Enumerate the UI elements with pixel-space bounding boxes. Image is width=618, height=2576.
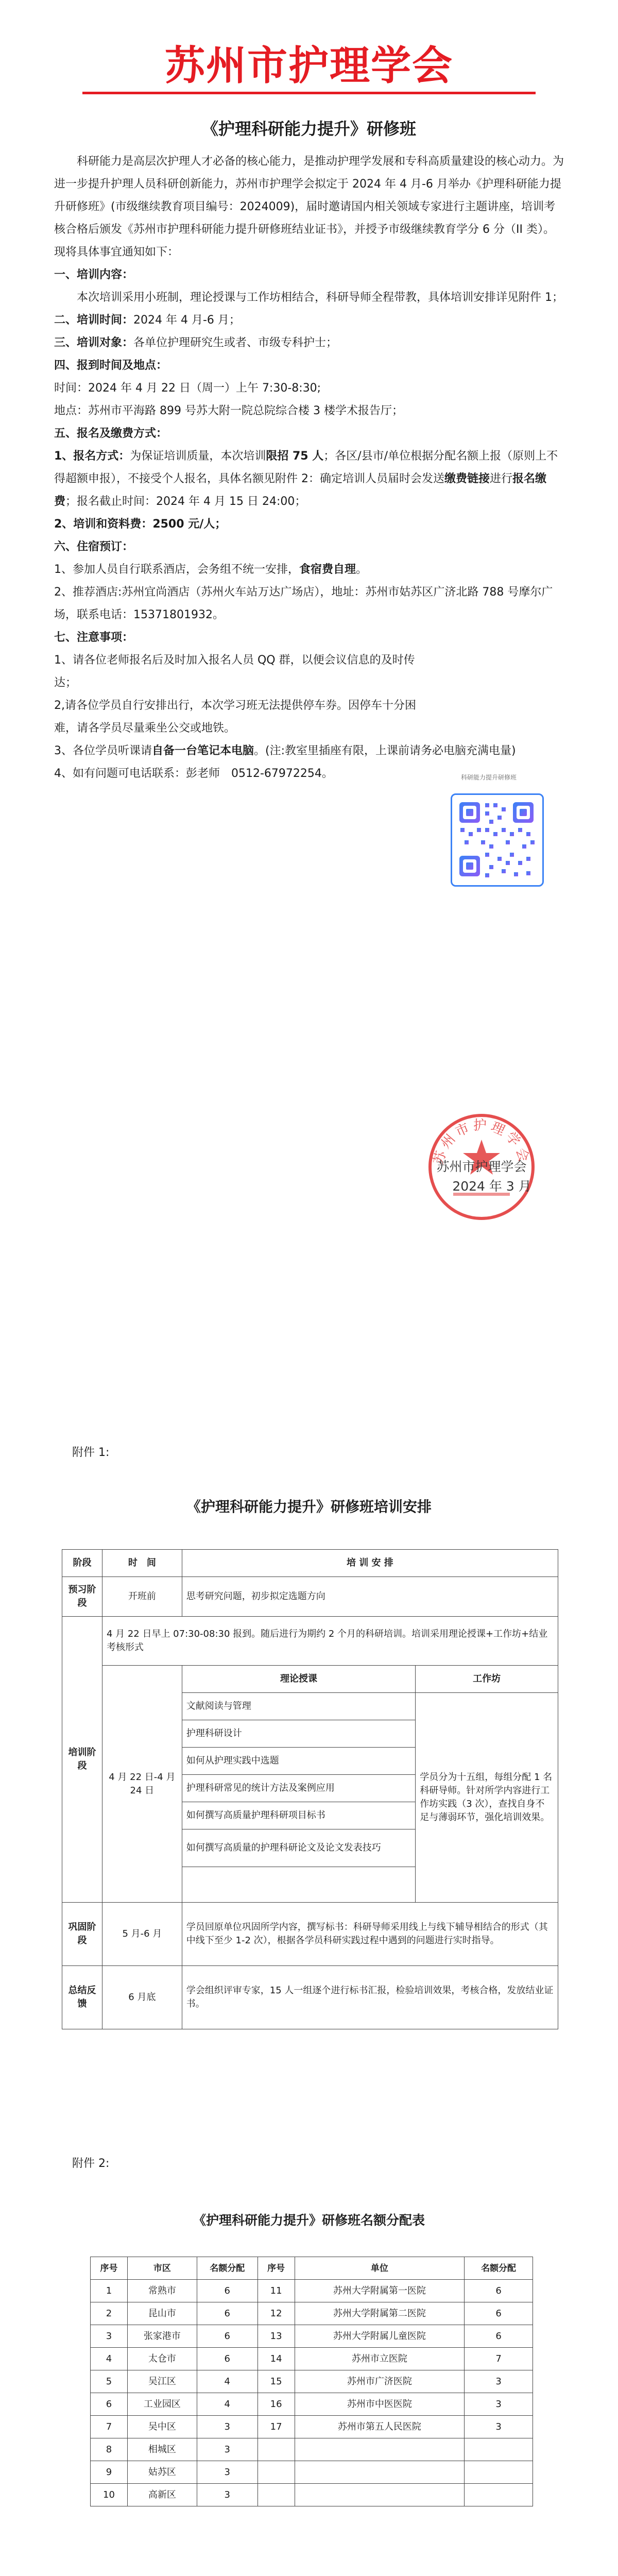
- plan-cell: 学员回原单位巩固所学内容，撰写标书：科研导师采用线上与线下辅导相结合的形式（其中线下至少 1-2 次），根据各学员科研实践过程中遇到的问题进行实时指导。: [182, 1903, 558, 1966]
- table-cell: 5: [91, 2370, 128, 2393]
- table-cell: 3: [465, 2393, 533, 2416]
- table-cell: 9: [91, 2461, 128, 2484]
- table-cell: [295, 2484, 465, 2506]
- table-cell: 太仓市: [127, 2348, 197, 2370]
- table-cell: 6: [465, 2325, 533, 2348]
- table-cell: [295, 2461, 465, 2484]
- table-cell: [258, 2438, 295, 2461]
- plan-cell: 4 月 22 日早上 07:30-08:30 报到。随后进行为期约 2 个月的科研培训。培训采用理论授课+工作坊+结业考核形式: [102, 1617, 558, 1666]
- table-cell: 3: [197, 2461, 258, 2484]
- text-run: 。: [356, 563, 368, 576]
- payment-link-emphasis: 缴费链接: [444, 472, 490, 485]
- table-row: [62, 1666, 558, 1693]
- table-header-row: [91, 2257, 533, 2280]
- table-cell: 3: [91, 2325, 128, 2348]
- plan-cell: 学会组织评审专家，15 人一组逐个进行标书汇报，检验培训效果，考核合格，发放结业证书。: [182, 1966, 558, 2029]
- qr-caption: 科研能力提升研修班: [461, 774, 517, 781]
- theory-header: 理论授课: [182, 1666, 415, 1693]
- table-row: [62, 1577, 558, 1617]
- intro-paragraph: 科研能力是高层次护理人才必备的核心能力，是推动护理学发展和专科高质量建设的核心动力。为进一步提升护理人员科研创新能力，苏州市护理学会拟定于 2024 年 4 月-6 月举办《护理科研能力提升研修班》(市级继续教育项目编号：2024009)，届时邀请国内相关领域专家进行主题讲座，培训考核合格后颁发《苏州市护理科研能力提升研修班结业证书》，并授予市级继续教育学分 6 分（II 类）。现将具体事宜通知如下：: [54, 155, 564, 259]
- text-run: 3、各位学员听课请: [54, 744, 152, 757]
- table-cell: 1: [91, 2280, 128, 2302]
- section-5-item-2-label: 2、培训和资料费：: [54, 518, 153, 531]
- table-row: [91, 2438, 533, 2461]
- table-row: [91, 2302, 533, 2325]
- document-title: 《护理科研能力提升》研修班: [201, 119, 416, 139]
- table-cell: 3: [197, 2484, 258, 2506]
- registration-emphasis: 报名缴费: [54, 472, 547, 508]
- section-5-item-1: [54, 445, 564, 513]
- table-cell: [295, 2438, 465, 2461]
- table-cell: 姑苏区: [127, 2461, 197, 2484]
- table-cell: 张家港市: [127, 2325, 197, 2348]
- table-row: [91, 2416, 533, 2438]
- section-1-title: 一、培训内容：: [54, 268, 134, 281]
- table-cell: 3: [197, 2438, 258, 2461]
- quota-emphasis: 限招 75 人: [266, 450, 324, 463]
- section-2: [54, 309, 564, 332]
- table-cell: 3: [197, 2416, 258, 2438]
- stage-cell: 培训阶段: [62, 1617, 102, 1903]
- time-cell: 4 月 22 日-4 月 24 日: [102, 1666, 182, 1903]
- qr-code-graphic: [452, 795, 542, 885]
- section-6-item-1: [54, 558, 564, 581]
- table-cell: 2: [91, 2302, 128, 2325]
- letterhead-divider: [82, 92, 536, 94]
- table-cell: 吴江区: [127, 2370, 197, 2393]
- header-time: 时 间: [102, 1550, 182, 1577]
- table-cell: 苏州市第五人民医院: [295, 2416, 465, 2438]
- section-3-label: 三、培训对象：: [54, 336, 134, 349]
- table-cell: 3: [465, 2416, 533, 2438]
- text-run: 进行: [490, 472, 513, 485]
- table-cell: 相城区: [127, 2438, 197, 2461]
- table-cell: 4: [91, 2348, 128, 2370]
- training-schedule-table: [62, 1549, 558, 2029]
- table-cell: 16: [258, 2393, 295, 2416]
- table-cell: 昆山市: [127, 2302, 197, 2325]
- table-cell: 8: [91, 2438, 128, 2461]
- section-5-item-2: [54, 513, 564, 536]
- section-2-label: 二、培训时间：: [54, 314, 134, 327]
- topic-cell: 护理科研设计: [182, 1720, 415, 1748]
- table-cell: [258, 2484, 295, 2506]
- section-4-place: 地点：苏州市平海路 899 号苏大附一院总院综合楼 3 楼学术报告厅；: [54, 404, 403, 417]
- section-4-time: 时间：2024 年 4 月 22 日（周一）上午 7:30-8:30;: [54, 382, 321, 395]
- table-header-row: [62, 1550, 558, 1577]
- table-cell: 高新区: [127, 2484, 197, 2506]
- table-cell: [258, 2461, 295, 2484]
- table-cell: 苏州市广济医院: [295, 2370, 465, 2393]
- topic-cell: 如何撰写高质量的护理科研论文及论文发表技巧: [182, 1829, 415, 1867]
- seal-date: 2024 年 3 月: [452, 1179, 531, 1194]
- table-cell: 14: [258, 2348, 295, 2370]
- section-5-item-1-label: 1、报名方式：: [54, 450, 130, 463]
- header-cell: 序号: [91, 2257, 128, 2280]
- workshop-cell: 学员分为十五组，每组分配 1 名科研导师。针对所学内容进行工作坊实践（3 次），查找自身不足与薄弱环节，强化培训效果。: [416, 1693, 558, 1903]
- table-cell: 苏州市中医医院: [295, 2393, 465, 2416]
- section-7-item-1: 1、请各位老师报名后及时加入报名人员 QQ 群，以便会议信息的及时传达；: [54, 654, 415, 689]
- section-4-title: 四、报到时间及地点：: [54, 359, 168, 372]
- stage-cell: 预习阶段: [62, 1577, 102, 1617]
- table-row: [91, 2484, 533, 2506]
- table-cell: 4: [197, 2393, 258, 2416]
- spacer-cell: [182, 1867, 415, 1903]
- table-cell: 7: [465, 2348, 533, 2370]
- table-cell: 4: [197, 2370, 258, 2393]
- section-2-value: 2024 年 4 月-6 月；: [133, 314, 241, 327]
- laptop-emphasis: 自备一台笔记本电脑: [152, 744, 254, 757]
- header-cell: 名额分配: [465, 2257, 533, 2280]
- section-1-body: 本次培训采用小班制，理论授课与工作坊相结合，科研导师全程带教，具体培训安排详见附件 1；: [77, 291, 563, 304]
- seal-org-name: 苏州市护理学会: [436, 1159, 527, 1174]
- table-row: [91, 2325, 533, 2348]
- table-cell: 12: [258, 2302, 295, 2325]
- table-cell: 15: [258, 2370, 295, 2393]
- table-cell: 3: [465, 2370, 533, 2393]
- fee-value: 2500 元/人；: [152, 518, 227, 531]
- section-6-title: 六、住宿预订：: [54, 540, 134, 553]
- attachment-1-title: 《护理科研能力提升》研修班培训安排: [186, 1498, 432, 1515]
- table-cell: 7: [91, 2416, 128, 2438]
- header-stage: 阶段: [62, 1550, 102, 1577]
- text-run: ；报名截止时间：2024 年 4 月 15 日 24:00；: [65, 495, 306, 508]
- table-row: [62, 1617, 558, 1666]
- org-title: 苏州市护理学会: [164, 43, 453, 89]
- topic-cell: 文献阅读与管理: [182, 1693, 415, 1720]
- section-7-item-2: 2,请各位学员自行安排出行，本次学习班无法提供停车券。因停车十分困难，请各学员尽量乘坐公交或地铁。: [54, 699, 416, 735]
- workshop-header: 工作坊: [416, 1666, 558, 1693]
- table-cell: 17: [258, 2416, 295, 2438]
- table-cell: 苏州市立医院: [295, 2348, 465, 2370]
- topic-cell: 护理科研常见的统计方法及案例应用: [182, 1775, 415, 1802]
- table-cell: 6: [197, 2280, 258, 2302]
- org-seal: [422, 1108, 541, 1226]
- table-cell: 6: [465, 2280, 533, 2302]
- table-row: [62, 1966, 558, 2029]
- table-cell: 6: [197, 2302, 258, 2325]
- table-row: [91, 2393, 533, 2416]
- time-cell: 6 月底: [102, 1966, 182, 2029]
- qr-code-icon: [451, 793, 544, 887]
- table-cell: 苏州大学附属第二医院: [295, 2302, 465, 2325]
- table-cell: [465, 2484, 533, 2506]
- section-7-item-4: 4、如有问题可电话联系：彭老师 0512-67972254。: [54, 767, 333, 780]
- table-cell: 苏州大学附属第一医院: [295, 2280, 465, 2302]
- attachment-2-title: 《护理科研能力提升》研修班名额分配表: [193, 2213, 425, 2228]
- attachment-2-label: 附件 2:: [72, 2157, 110, 2170]
- text-run: 。(注:教室里插座有限，上课前请务必电脑充满电量): [254, 744, 516, 757]
- quota-table: [90, 2257, 533, 2506]
- topic-cell: 如何从护理实践中选题: [182, 1748, 415, 1775]
- text-run: ；各区/县市/单位根据分配名额上报（原则上不得超额申报），不接受个人报名，具体名额见附件 2：确定培训人员届时会发送: [54, 450, 558, 485]
- table-cell: 11: [258, 2280, 295, 2302]
- notice-page: [0, 0, 618, 1194]
- text-run: 为保证培训质量，本次培训: [130, 450, 266, 463]
- section-5-title: 五、报名及缴费方式：: [54, 427, 168, 440]
- table-cell: 6: [197, 2325, 258, 2348]
- time-cell: 5 月-6 月: [102, 1903, 182, 1966]
- table-cell: 6: [465, 2302, 533, 2325]
- table-row: [91, 2370, 533, 2393]
- letterhead: [0, 41, 618, 91]
- table-row: [62, 1903, 558, 1966]
- attachment-1-label: 附件 1:: [72, 1446, 110, 1459]
- table-cell: 苏州大学附属儿童医院: [295, 2325, 465, 2348]
- header-plan: 培 训 安 排: [182, 1550, 558, 1577]
- section-3: [54, 332, 564, 354]
- table-cell: [465, 2438, 533, 2461]
- header-cell: 序号: [258, 2257, 295, 2280]
- section-7-title: 七、注意事项：: [54, 631, 134, 644]
- section-7-item-3: [54, 740, 564, 762]
- table-cell: 6: [197, 2348, 258, 2370]
- table-cell: 10: [91, 2484, 128, 2506]
- qq-group-qr: [445, 770, 559, 894]
- section-6-item-2: 2、推荐酒店:苏州宜尚酒店（苏州火车站万达广场店），地址：苏州市姑苏区广济北路 788 号摩尔广场，联系电话：15371801932。: [54, 586, 553, 621]
- section-3-value: 各单位护理研究生或者、市级专科护士；: [133, 336, 338, 349]
- header-cell: 市区: [127, 2257, 197, 2280]
- self-pay-emphasis: 食宿费自理: [299, 563, 356, 576]
- table-cell: [465, 2461, 533, 2484]
- table-cell: 13: [258, 2325, 295, 2348]
- table-row: [91, 2280, 533, 2302]
- stage-cell: 总结反馈: [62, 1966, 102, 2029]
- topic-cell: 如何撰写高质量护理科研项目标书: [182, 1802, 415, 1829]
- stage-cell: 巩固阶段: [62, 1903, 102, 1966]
- header-cell: 名额分配: [197, 2257, 258, 2280]
- time-cell: 开班前: [102, 1577, 182, 1617]
- table-cell: 6: [91, 2393, 128, 2416]
- seal-ring-text: 苏州市护理学会: [431, 1118, 533, 1167]
- table-cell: 常熟市: [127, 2280, 197, 2302]
- text-run: 1、参加人员自行联系酒店，会务组不统一安排，: [54, 563, 299, 576]
- table-row: [91, 2461, 533, 2484]
- table-cell: 工业园区: [127, 2393, 197, 2416]
- table-cell: 吴中区: [127, 2416, 197, 2438]
- header-cell: 单位: [295, 2257, 465, 2280]
- section-7-list: [54, 649, 435, 740]
- plan-cell: 思考研究问题，初步拟定选题方向: [182, 1577, 558, 1617]
- table-row: [91, 2348, 533, 2370]
- notice-body: [54, 150, 564, 785]
